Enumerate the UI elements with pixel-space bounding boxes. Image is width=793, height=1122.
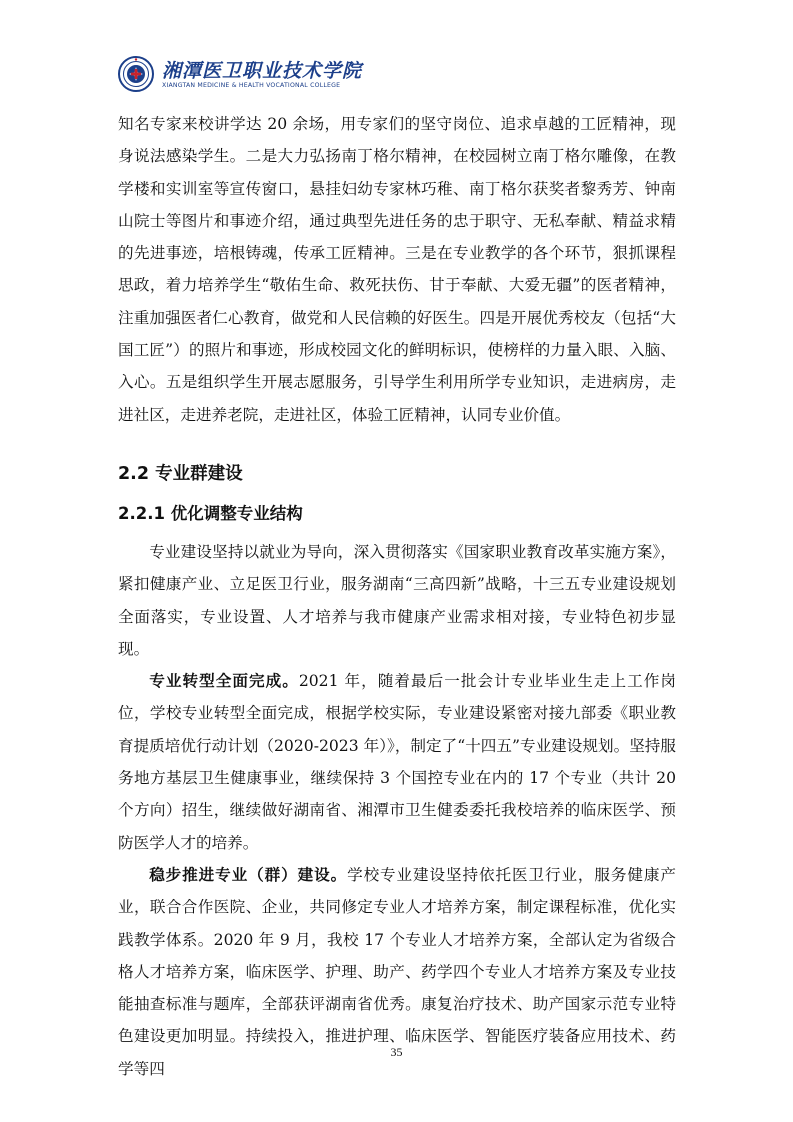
school-name-en: XIANGTAN MEDICINE & HEALTH VOCATIONAL COLLEGE (162, 82, 341, 89)
paragraph-text-group: 学校专业建设坚持依托医卫行业，服务健康产业，联合合作医院、企业，共同修定专业人才培养方案，制定课程标准，优化实践教学体系。2020 年 9 月，我校 17 个专业人才培养方案，全部认定为省级合格人才培养方案，临床医学、护理、助产、药学四个专业人才培养方案及专业技能抽查标准与题库，全部获评湖南省优秀。康复治疗技术、助产国家示范专业特色建设更加明显。持续投入，推进护理、临床医学、智能医疗装备应用技术、药学等四 (118, 865, 676, 1078)
section-heading-2-2-1: 2.2.1 优化调整专业结构 (118, 503, 303, 523)
school-seal-icon (118, 56, 154, 92)
paragraph-lead-transformation: 专业转型全面完成。 (149, 672, 299, 691)
paragraph-lead-group: 稳步推进专业（群）建设。 (149, 865, 348, 884)
page-number: 35 (390, 1045, 403, 1059)
paragraph-text-transformation: 2021 年，随着最后一批会计专业毕业生走上工作岗位，学校专业转型全面完成，根据学校实际，专业建设紧密对接九部委《职业教育提质培优行动计划（2020-2023 年）》，制定了“十四五”专业建设规划。坚持服务地方基层卫生健康事业，继续保持 3 个国控专业在内的 17 个专业（共计 20 个方向）招生，继续做好湖南省、湘潭市卫生健委委托我校培养的临床医学、预防医学人才的培养。 (118, 672, 676, 852)
page-body (118, 108, 676, 1085)
paragraph-engineering-spirit: 知名专家来校讲学达 20 余场，用专家们的坚守岗位、追求卓越的工匠精神，现身说法感染学生。二是大力弘扬南丁格尔精神，在校园树立南丁格尔雕像，在教学楼和实训室等宣传窗口，悬挂妇幼专家林巧稚、南丁格尔获奖者黎秀芳、钟南山院士等图片和事迹介绍，通过典型先进任务的忠于职守、无私奉献、精益求精的先进事迹，培根铸魂，传承工匠精神。三是在专业教学的各个环节，狠抓课程思政，着力培养学生“敬佑生命、救死扶伤、甘于奉献、大爱无疆”的医者精神，注重加强医者仁心教育，做党和人民信赖的好医生。四是开展优秀校友（包括“大国工匠”）的照片和事迹，形成校园文化的鲜明标识，使榜样的力量入眼、入脑、入心。五是组织学生开展志愿服务，引导学生利用所学专业知识，走进病房，走进社区，走进养老院，走进社区，体验工匠精神，认同专业价值。 (118, 115, 676, 424)
page-header (118, 52, 363, 98)
paragraph-major-transformation (118, 665, 676, 859)
section-heading-2-2: 2.2 专业群建设 (118, 463, 243, 484)
school-name-cn: 湘潭医卫职业技术学院 (162, 60, 363, 82)
paragraph-major-structure: 专业建设坚持以就业为导向，深入贯彻落实《国家职业教育改革实施方案》，紧扣健康产业、立足医卫行业，服务湖南“三高四新”战略，十三五专业建设规划全面落实，专业设置、人才培养与我市健康产业需求相对接，专业特色初步显现。 (118, 542, 676, 658)
